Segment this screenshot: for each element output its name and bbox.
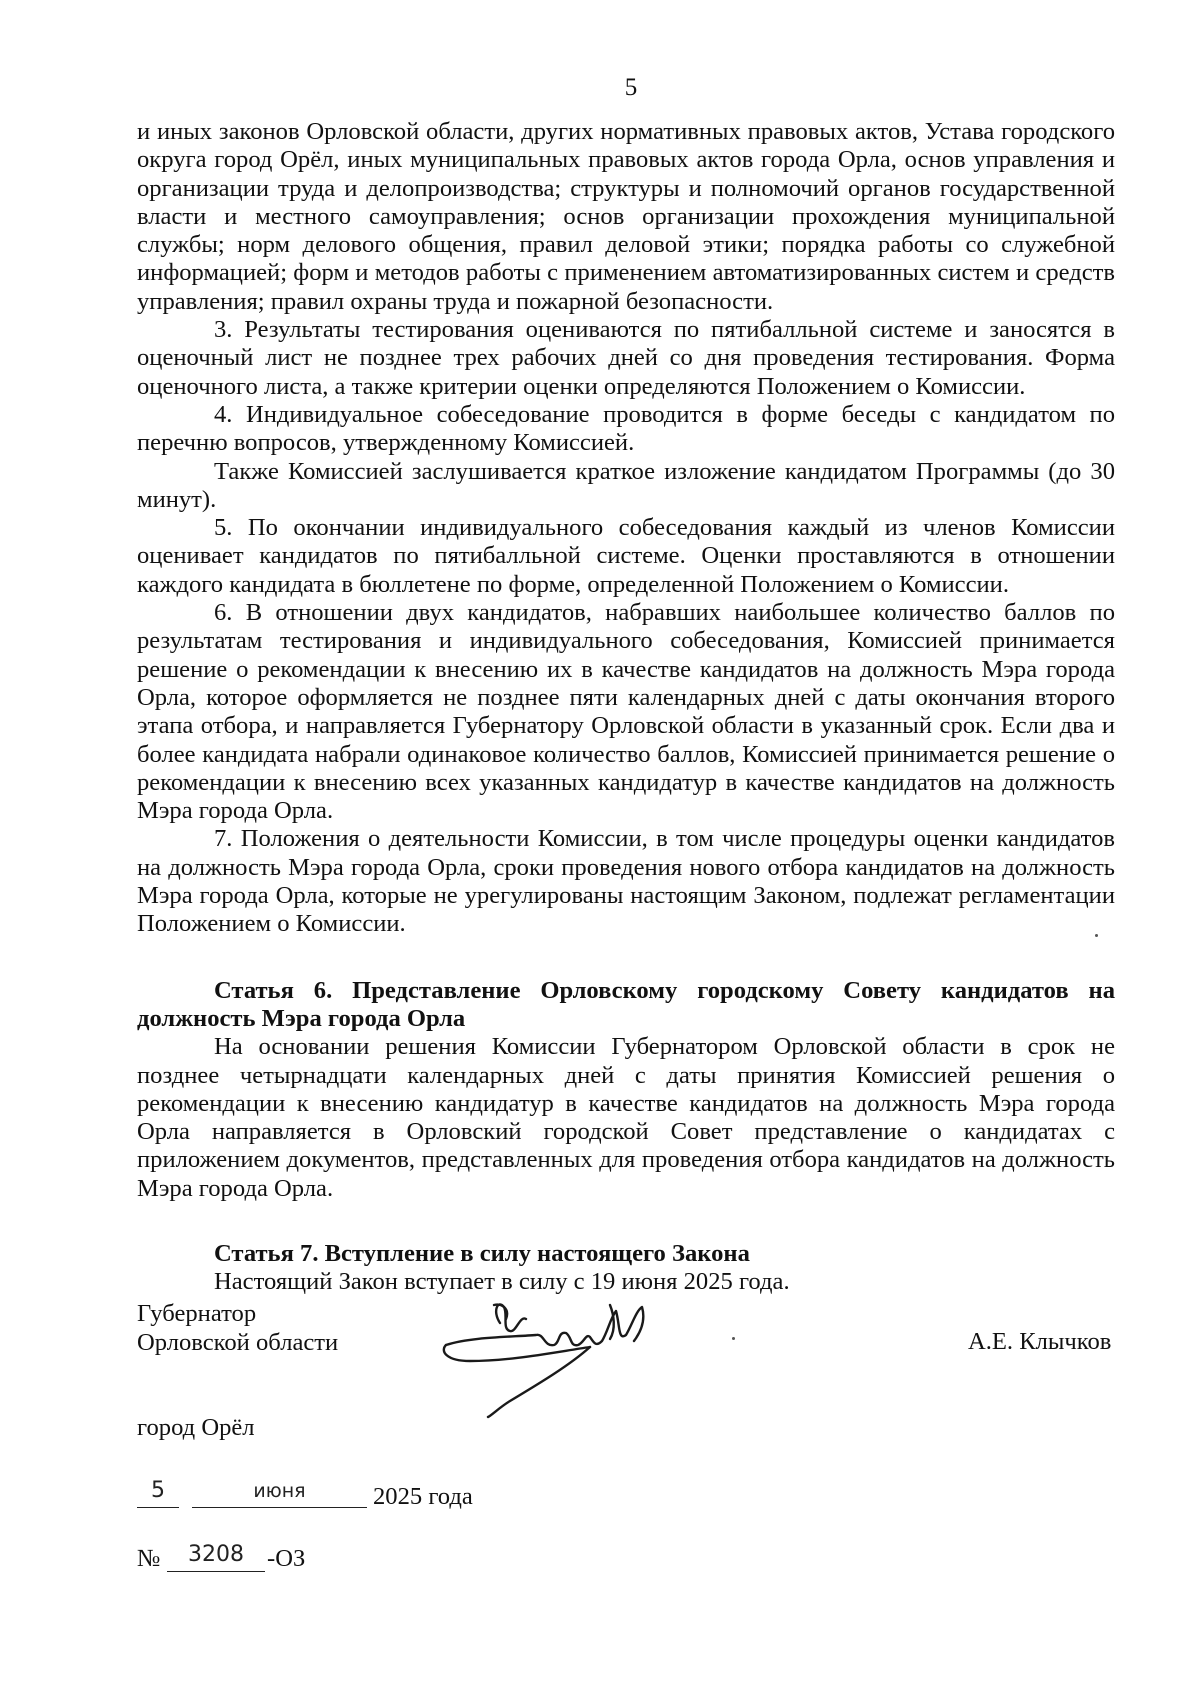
signatory-name: А.Е. Клычков (968, 1328, 1112, 1355)
date-month-field: июня (192, 1477, 367, 1508)
page-number: 5 (624, 74, 638, 101)
article-6-text: На основании решения Комиссии Губернатором Орловской области в срок не позднее четырнадцати календарных дней с даты принятия Комиссией решения о рекомендации к внесению кандидатур в качестве кандидатов на должность Мэра города Орла направляется в Орловский городской Совет представление о кандидатах с приложением документов, представленных для проведения отбора кандидатов на должность Мэра города Орла. (137, 1033, 1115, 1202)
signing-date (137, 1477, 557, 1511)
spacer (137, 939, 1115, 977)
article-7-text: Настоящий Закон вступает в силу с 19 июня 2025 года. (214, 1268, 790, 1296)
scan-speck (732, 1337, 735, 1340)
number-sign: № (137, 1545, 161, 1572)
paragraph-item-5: 5. По окончании индивидуального собеседования каждый из членов Комиссии оценивает кандидатов по пятибалльной системе. Оценки проставляются в отношении каждого кандидата в бюллетене по форме, определенной Положением о Комиссии. (137, 514, 1115, 598)
paragraph-continuation: и иных законов Орловской области, других нормативных правовых актов, Устава городского округа город Орёл, иных муниципальных правовых актов города Орла, основ управления и организации труда и делопроизводства; структуры и полномочий органов государственной власти и местного самоуправления; основ организации прохождения муниципальной службы; норм делового общения, правил деловой этики; порядка работы со служебной информацией; форм и методов работы с применением автоматизированных систем и средств управления; правил охраны труда и пожарной безопасности. (137, 118, 1115, 315)
date-year-text: 2025 года (373, 1483, 473, 1510)
paragraph-item-3: 3. Результаты тестирования оцениваются по пятибалльной системе и заносятся в оценочный лист не позднее трех рабочих дней со дня проведения тестирования. Форма оценочного листа, а также критерии оценки определяются Положением о Комиссии. (137, 316, 1115, 400)
scan-speck (1095, 934, 1098, 937)
date-day-field: 5 (137, 1477, 179, 1508)
signatory-title-line1: Губернатор (137, 1300, 257, 1327)
document-body (137, 118, 1115, 1297)
place-of-signing: город Орёл (137, 1414, 255, 1441)
law-number-field: 3208 (167, 1541, 265, 1572)
paragraph-item-6: 6. В отношении двух кандидатов, набравших наибольшее количество баллов по результатам тестирования и индивидуального собеседования, Комиссией принимается решение о рекомендации к внесению их в качестве кандидатов на должность Мэра города Орла, которое оформляется не позднее пяти календарных дней с даты окончания второго этапа отбора, и направляется Губернатору Орловской области в указанный срок. Если два и более кандидата набрали одинаковое количество баллов, Комиссией принимается решение о рекомендации к внесению всех указанных кандидатур в качестве кандидатов на должность Мэра города Орла. (137, 599, 1115, 825)
paragraph-item-7: 7. Положения о деятельности Комиссии, в том числе процедуры оценки кандидатов на должность Мэра города Орла, сроки проведения нового отбора кандидатов на должность Мэра города Орла, которые не урегулированы настоящим Законом, подлежат регламентации Положением о Комиссии. (137, 825, 1115, 938)
law-number-suffix: -ОЗ (267, 1545, 306, 1572)
signatory-title (137, 1300, 338, 1357)
signatory-title-line2: Орловской области (137, 1328, 339, 1356)
article-6-heading: Статья 6. Представление Орловскому городскому Совету кандидатов на должность Мэра города Орла (137, 976, 1115, 1032)
law-number (137, 1541, 397, 1575)
spacer (137, 1203, 1115, 1240)
paragraph-item-4: 4. Индивидуальное собеседование проводится в форме беседы с кандидатом по перечню вопросов, утвержденному Комиссией. (137, 400, 1115, 457)
paragraph-item-4-extra: Также Комиссией заслушивается краткое изложение кандидатом Программы (до 30 минут). (137, 457, 1115, 513)
article-7-heading: Статья 7. Вступление в силу настоящего Закона (214, 1239, 750, 1267)
handwritten-signature (440, 1285, 685, 1420)
